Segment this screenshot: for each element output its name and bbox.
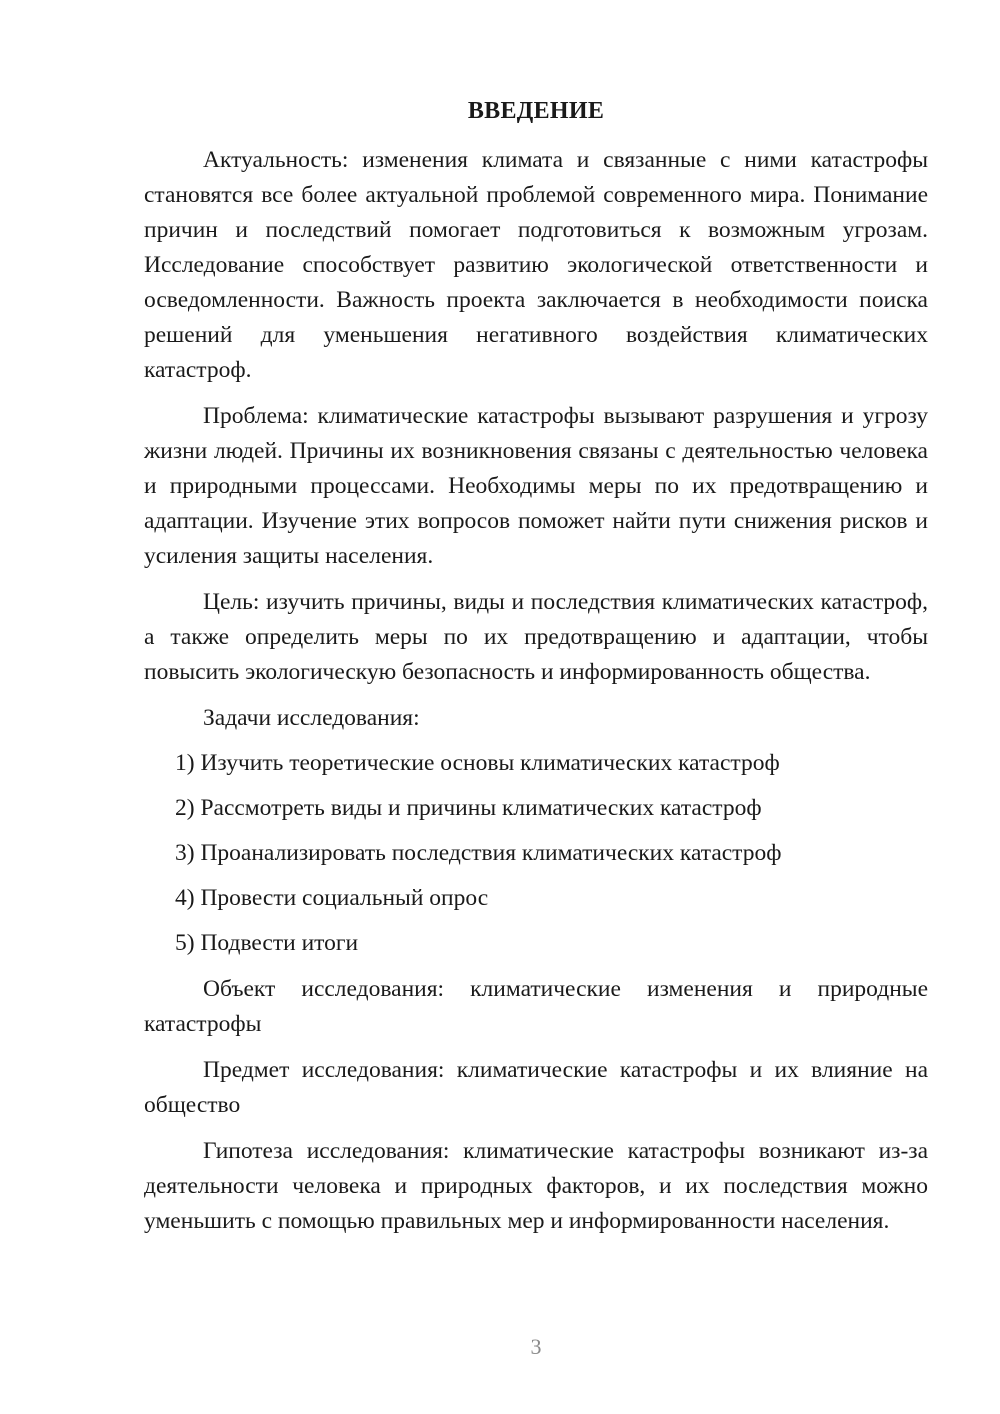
tasks-list (144, 746, 928, 961)
document-body (144, 143, 928, 1239)
task-item-2: 2) Рассмотреть виды и причины климатических катастроф (175, 795, 762, 821)
hypothesis-paragraph: Гипотеза исследования: климатические катастрофы возникают из-за деятельности человека и природных факторов, и их последствия можно уменьшить с помощью правильных мер и информированности населения. (144, 1138, 928, 1234)
relevance-paragraph: Актуальность: изменения климата и связанные с ними катастрофы становятся все более актуальной проблемой современного мира. Понимание причин и последствий помогает подготовиться к возможным угрозам. Исследование способствует развитию экологической ответственности и осведомленности. Важность проекта заключается в необходимости поиска решений для уменьшения негативного воздействия климатических катастроф. (144, 147, 928, 383)
page-number: 3 (530, 1334, 542, 1359)
task-item-1: 1) Изучить теоретические основы климатических катастроф (175, 750, 780, 776)
object-paragraph: Объект исследования: климатические изменения и природные катастрофы (144, 976, 928, 1037)
task-item-4: 4) Провести социальный опрос (175, 885, 489, 911)
goal-paragraph: Цель: изучить причины, виды и последствия климатических катастроф, а также определить меры по их предотвращению и адаптации, чтобы повысить экологическую безопасность и информированность общества. (144, 589, 928, 685)
page-title: ВВЕДЕНИЕ (467, 98, 605, 124)
problem-paragraph: Проблема: климатические катастрофы вызывают разрушения и угрозу жизни людей. Причины их возникновения связаны с деятельностью человека и природными процессами. Необходимы меры по их предотвращению и адаптации. Изучение этих вопросов поможет найти пути снижения рисков и усиления защиты населения. (144, 403, 928, 569)
tasks-heading: Задачи исследования: (203, 705, 420, 731)
task-item-3: 3) Проанализировать последствия климатических катастроф (175, 840, 782, 866)
subject-paragraph: Предмет исследования: климатические катастрофы и их влияние на общество (144, 1057, 928, 1118)
task-item-5: 5) Подвести итоги (175, 930, 359, 956)
